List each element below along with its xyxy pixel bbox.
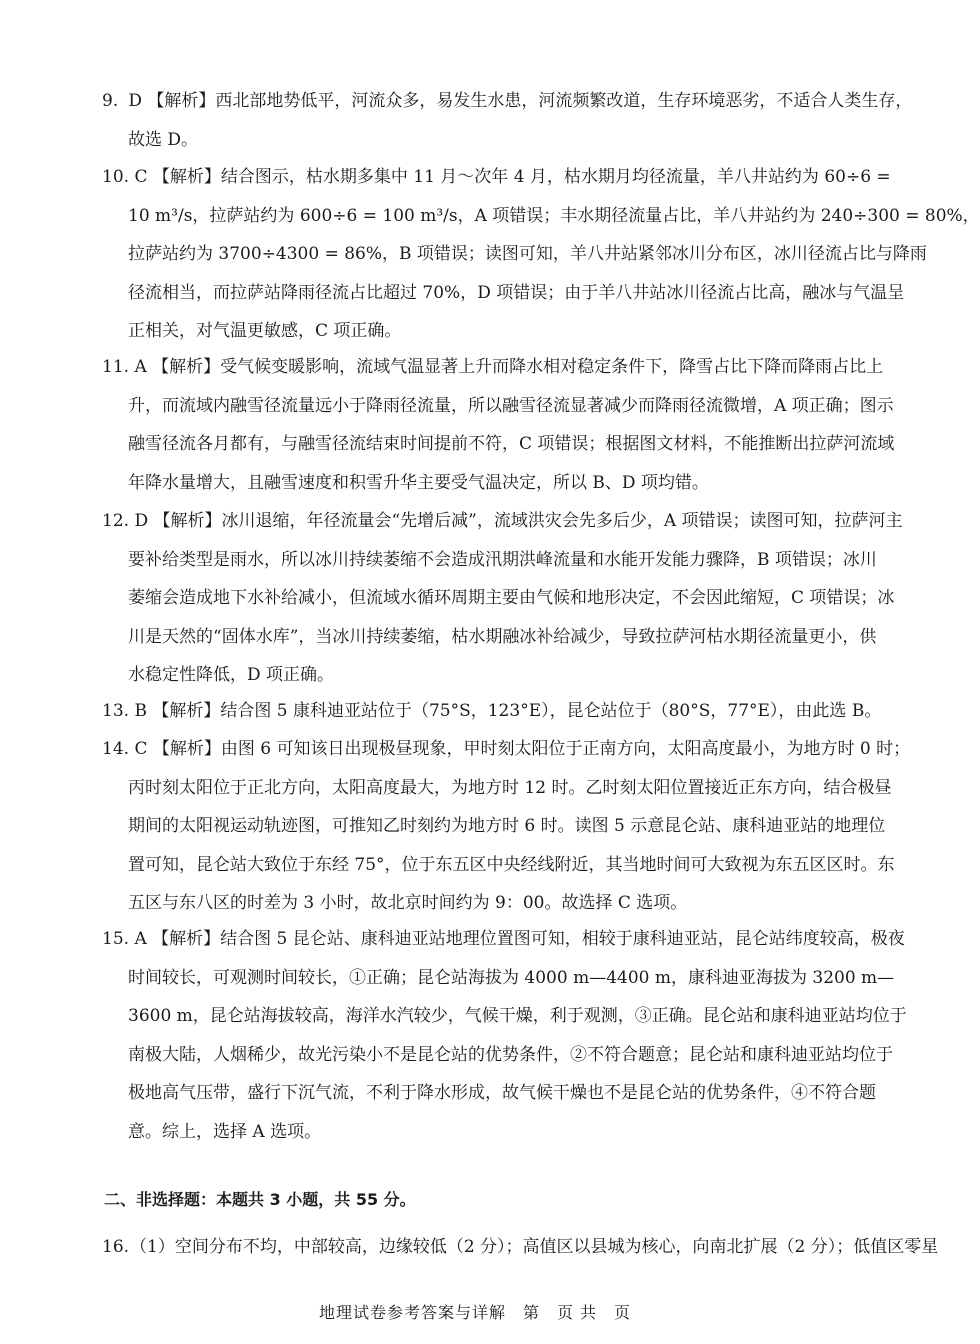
answer-item-16 (102, 1228, 939, 1267)
section-title: 二、非选择题：本题共 3 小题，共 55 分。 (104, 1190, 416, 1209)
answer-line: 拉萨站约为 3700÷4300 = 86%，B 项错误；读图可知，羊八井站紧邻冰川分布区，冰川径流占比与降雨 (128, 244, 927, 264)
answer-item-12 (102, 502, 903, 695)
answer-line: 故选 D。 (128, 129, 199, 150)
answer-line: 极地高气压带，盛行下沉气流，不利于降水形成，故气候干燥也不是昆仑站的优势条件，④不符合题 (128, 1083, 876, 1103)
answer-line (102, 82, 913, 121)
answer-number: 11. A (102, 357, 147, 377)
answer-line (102, 730, 911, 769)
answer-text: 【解析】结合图 5 康科迪亚站位于（75°S，123°E），昆仑站位于（80°S，77°E），由此选 B。 (152, 701, 882, 721)
answer-number: 13. B (102, 701, 147, 721)
answer-line: 要补给类型是雨水，所以冰川持续萎缩不会造成汛期洪峰流量和水能开发能力骤降，B 项错误；冰川 (128, 549, 877, 570)
answer-number: 10. C (102, 167, 148, 187)
answer-number: 16. (102, 1237, 130, 1257)
answer-line: 3600 m，昆仑站海拔较高，海洋水汽较少，气候干燥，利于观测，③正确。昆仑站和康科迪亚站均位于 (128, 1006, 907, 1026)
answer-text: 【解析】受气候变暖影响，流域气温显著上升而降水相对稳定条件下，降雪占比下降而降雨占比上 (152, 357, 884, 377)
answer-line: 南极大陆，人烟稀少，故光污染小不是昆仑站的优势条件，②不符合题意；昆仑站和康科迪亚站均位于 (128, 1044, 893, 1065)
answer-text: 【解析】西北部地势低平，河流众多，易发生水患，河流频繁改道，生存环境恶劣，不适合人类生存， (147, 91, 913, 111)
answer-line: 正相关，对气温更敏感，C 项正确。 (128, 321, 402, 341)
answer-text: （1）空间分布不均，中部较高，边缘较低（2 分）；高值区以县城为核心，向南北扩展（2 分）；低值区零星 (130, 1237, 939, 1257)
answer-line (102, 158, 891, 197)
answer-text: 【解析】由图 6 可知该日出现极昼现象，甲时刻太阳位于正南方向，太阳高度最小，为地方时 0 时； (152, 739, 911, 759)
answer-item-9 (102, 82, 913, 159)
answer-number: 14. C (102, 739, 148, 759)
answer-item-13 (102, 692, 882, 731)
answer-item-15 (102, 920, 907, 1151)
answer-number: 9. D (102, 91, 142, 111)
answer-line: 年降水量增大，且融雪速度和积雪升华主要受气温决定，所以 B、D 项均错。 (128, 472, 709, 493)
page-footer: 地理试卷参考答案与详解 第 页 共 页 (318, 1303, 632, 1322)
answer-number: 15. A (102, 929, 147, 949)
answer-line (102, 348, 884, 387)
answer-line (102, 920, 905, 959)
answer-item-11 (102, 348, 895, 502)
answer-line: 置可知，昆仑站大致位于东经 75°，位于东五区中央经线附近，其当地时间可大致视为东五区区时。东 (128, 854, 895, 875)
answer-line: 径流相当，而拉萨站降雨径流占比超过 70%，D 项错误；由于羊八井站冰川径流占比高，融冰与气温呈 (128, 282, 905, 303)
answer-line (102, 692, 882, 731)
answer-line: 五区与东八区的时差为 3 小时，故北京时间约为 9：00。故选择 C 选项。 (128, 893, 688, 913)
answer-line: 水稳定性降低，D 项正确。 (128, 665, 335, 685)
answer-line: 丙时刻太阳位于正北方向，太阳高度最大，为地方时 12 时。乙时刻太阳位置接近正东方向，结合极昼 (128, 777, 892, 798)
answer-number: 12. D (102, 511, 149, 531)
answer-line: 萎缩会造成地下水补给减小，但流域水循环周期主要由气候和地形决定，不会因此缩短，C 项错误；冰 (128, 588, 895, 608)
answer-line: 时间较长，可观测时间较长，①正确；昆仑站海拔为 4000 m—4400 m，康科迪亚海拔为 3200 m— (128, 967, 895, 988)
answer-text: 【解析】结合图 5 昆仑站、康科迪亚站地理位置图可知，相较于康科迪亚站，昆仑站纬度较高，极夜 (152, 929, 905, 949)
answer-line: 意。综上，选择 A 选项。 (128, 1121, 322, 1142)
answer-line: 川是天然的“固体水库”，当冰川持续萎缩，枯水期融冰补给减少，导致拉萨河枯水期径流量更小，供 (128, 626, 877, 647)
answer-line: 升，而流域内融雪径流量远小于降雨径流量，所以融雪径流显著减少而降雨径流微增，A 项正确；图示 (128, 395, 894, 416)
answer-item-10 (102, 158, 980, 351)
answer-line: 期间的太阳视运动轨迹图，可推知乙时刻约为地方时 6 时。读图 5 示意昆仑站、康科迪亚站的地理位 (128, 816, 886, 836)
answer-text: 【解析】结合图示，枯水期多集中 11 月～次年 4 月，枯水期月均径流量，羊八井站约为 60÷6 = (152, 167, 891, 187)
answer-line (102, 502, 903, 541)
answer-line: 融雪径流各月都有，与融雪径流结束时间提前不符，C 项错误；根据图文材料，不能推断出拉萨河流域 (128, 434, 895, 454)
answer-line: 10 m³/s，拉萨站约为 600÷6 = 100 m³/s，A 项错误；丰水期径流量占比，羊八井站约为 240÷300 = 80%， (128, 205, 980, 226)
answer-line (102, 1228, 939, 1267)
answer-item-14 (102, 730, 911, 923)
answer-text: 【解析】冰川退缩，年径流量会“先增后减”，流域洪灾会先多后少，A 项错误；读图可知，拉萨河主 (153, 511, 903, 531)
